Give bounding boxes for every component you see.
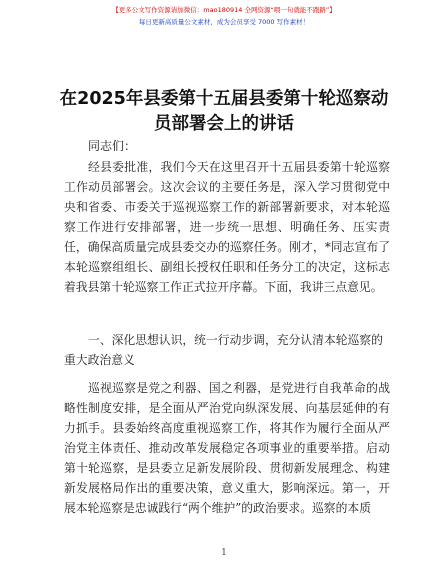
paragraph-body: 巡视巡察是党之利器、国之利器，是党进行自我革命的战略性制度安排，是全面从严治党向纵深发展、向基层延伸的有力抓手。县委始终高度重视巡察工作，将其作为履行全面从严治党主体责任、推动改革发展稳定各项事业的重要举措。启动第十轮巡察，是县委立足新发展阶段、贯彻新发展理念、构建新发展格局作出的重要决策，意义重大，影响深远。第一，开展本轮巡察是忠诚践行“两个维护”的政治要求。巡察的本质 — [64, 381, 390, 515]
greeting: 同志们： — [88, 139, 137, 153]
document-title: 在2025年县委第十五届县委第十轮巡察动员部署会上的讲话 — [59, 89, 389, 134]
promo-banner-red: 【更多公文写作资源请加微信：mao180914 全网资源“喂一句就能不跑路”】 — [112, 6, 336, 14]
page-number: 1 — [221, 548, 227, 558]
paragraph-intro: 经县委批准，我们今天在这里召开十五届县委第十轮巡察工作动员部署会。这次会议的主要任务是，深入学习贯彻党中央和省委、市委关于巡视巡察工作的新部署新要求，对本轮巡察工作进行安排部署，进一步统一思想、明确任务、压实责任，确保高质量完成县委交办的巡察任务。刚才，*同志宣布了本轮巡察组组长、副组长授权任职和任务分工的决定，这标志着我县第十轮巡察工作正式拉开序幕。下面，我讲三点意见。 — [64, 160, 390, 294]
section-heading-1: 一、深化思想认识，统一行动步调，充分认清本轮巡察的重大政治意义 — [64, 333, 383, 367]
promo-banner-blue: 每日更新高质量公文素材，成为会员享受 7000 写作素材！ — [138, 18, 310, 26]
